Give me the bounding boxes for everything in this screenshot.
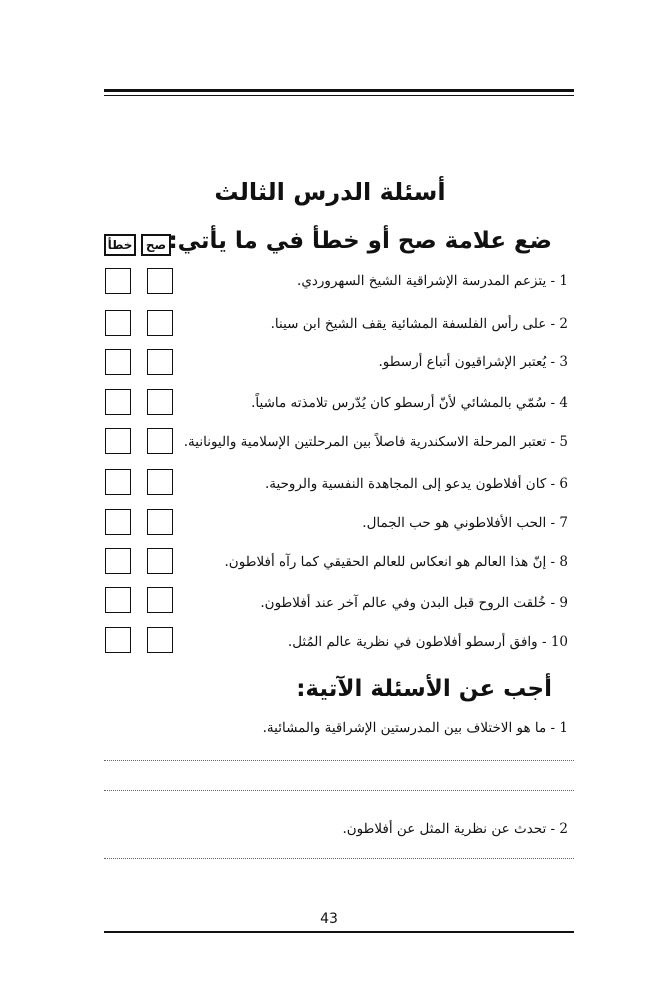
false-checkbox-6[interactable] <box>105 469 131 495</box>
true-checkbox-5[interactable] <box>147 428 173 454</box>
bottom-rule <box>104 931 574 933</box>
false-checkbox-8[interactable] <box>105 548 131 574</box>
statement-2: 2 - على رأس الفلسفة المشائية يقف الشيخ ابن سينا. <box>270 316 568 332</box>
false-checkbox-10[interactable] <box>105 627 131 653</box>
true-checkbox-1[interactable] <box>147 268 173 294</box>
page-title: أسئلة الدرس الثالث <box>214 178 446 206</box>
statement-4: 4 - سُمّي بالمشائي لأنّ أرسطو كان يُدّرس تلامذته ماشياً. <box>251 395 568 411</box>
top-rule <box>104 89 574 92</box>
false-column-header: خطأ <box>104 234 136 256</box>
true-column-header: صح <box>141 234 171 256</box>
true-checkbox-4[interactable] <box>147 389 173 415</box>
answer-line-2[interactable] <box>104 790 574 791</box>
false-checkbox-4[interactable] <box>105 389 131 415</box>
statement-1: 1 - يتزعم المدرسة الإشراقية الشيخ السهروردي. <box>297 273 568 289</box>
statement-5: 5 - تعتبر المرحلة الاسكندرية فاصلاً بين المرحلتين الإسلامية واليونانية. <box>183 434 568 450</box>
false-checkbox-2[interactable] <box>105 310 131 336</box>
false-checkbox-1[interactable] <box>105 268 131 294</box>
true-checkbox-10[interactable] <box>147 627 173 653</box>
statement-6: 6 - كان أفلاطون يدعو إلى المجاهدة النفسية والروحية. <box>264 476 568 492</box>
statement-3: 3 - يُعتبر الإشراقيون أتباع أرسطو. <box>378 354 568 370</box>
false-checkbox-5[interactable] <box>105 428 131 454</box>
answer-line-3[interactable] <box>104 858 574 859</box>
true-checkbox-8[interactable] <box>147 548 173 574</box>
statement-8: 8 - إنّ هذا العالم هو انعكاس للعالم الحقيقي كما رآه أفلاطون. <box>224 554 568 570</box>
top-rule-thin <box>104 95 574 96</box>
true-checkbox-6[interactable] <box>147 469 173 495</box>
true-checkbox-2[interactable] <box>147 310 173 336</box>
answer-heading: أجب عن الأسئلة الآتية: <box>296 676 552 702</box>
statement-9: 9 - خُلقت الروح قبل البدن وفي عالم آخر عند أفلاطون. <box>260 595 568 611</box>
true-checkbox-3[interactable] <box>147 349 173 375</box>
answer-line-1[interactable] <box>104 760 574 761</box>
question-2: 2 - تحدث عن نظرية المثل عن أفلاطون. <box>342 821 568 837</box>
false-checkbox-3[interactable] <box>105 349 131 375</box>
true-checkbox-7[interactable] <box>147 509 173 535</box>
true-false-heading: ضع علامة صح أو خطأ في ما يأتي: <box>168 228 552 254</box>
question-1: 1 - ما هو الاختلاف بين المدرستين الإشراقية والمشائية. <box>262 720 568 736</box>
page-number: 43 <box>320 911 338 927</box>
statement-10: 10 - وافق أرسطو أفلاطون في نظرية عالم المُثل. <box>287 634 568 650</box>
statement-7: 7 - الحب الأفلاطوني هو حب الجمال. <box>362 515 568 531</box>
true-checkbox-9[interactable] <box>147 587 173 613</box>
false-checkbox-7[interactable] <box>105 509 131 535</box>
false-checkbox-9[interactable] <box>105 587 131 613</box>
